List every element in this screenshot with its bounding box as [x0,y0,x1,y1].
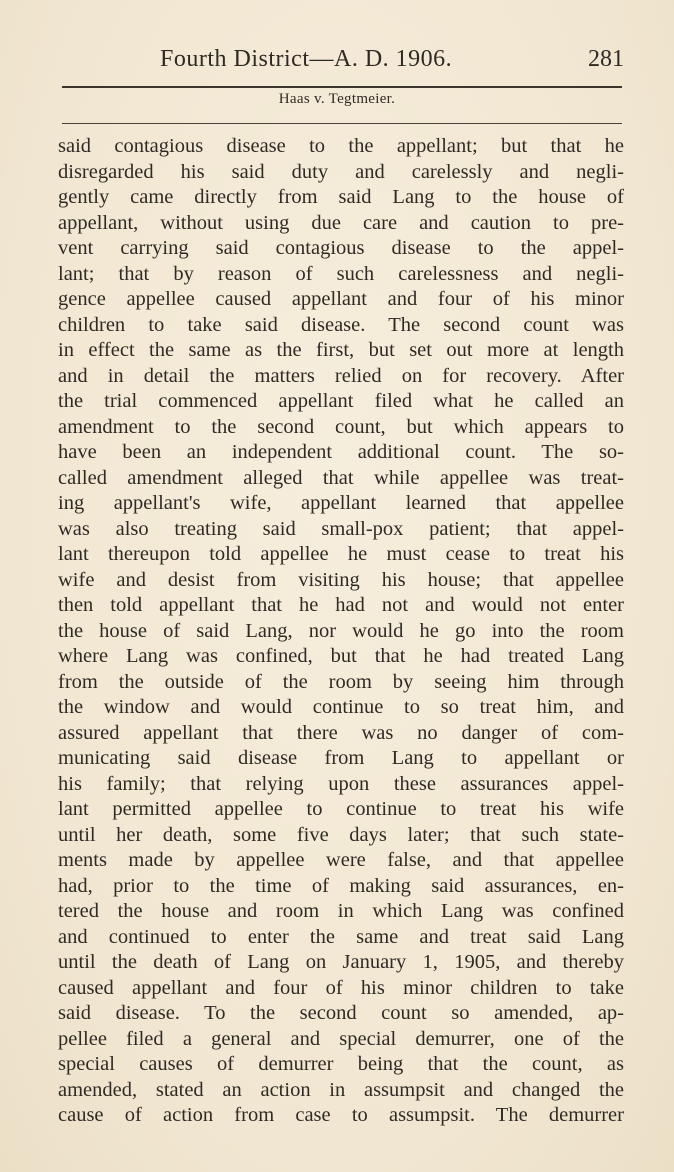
running-title: Fourth District—A. D. 1906. [160,46,453,72]
text-line: said disease. To the second count so amended, ap- [58,1002,624,1024]
text-line: until the death of Lang on January 1, 1905, and thereby [58,951,624,973]
text-line: ments made by appellee were false, and that appellee [58,849,624,871]
text-line: lant permitted appellee to continue to treat his wife [58,798,624,820]
text-line: disregarded his said duty and carelessly and negli- [58,160,624,183]
text-line: in effect the same as the first, but set out more at length [58,339,624,361]
text-line: amended, stated an action in assumpsit and changed the [58,1078,624,1101]
case-name: Haas v. Tegtmeier. [278,91,396,107]
text-line: had, prior to the time of making said assurances, en- [58,874,624,897]
text-line: have been an independent additional count. The so- [58,441,624,463]
text-line: the trial commenced appellant filed what he called an [58,390,624,412]
case-name-rule [62,123,622,124]
text-line: appellant, without using due care and caution to pre- [58,211,624,234]
text-line: lant; that by reason of such carelessness and negli- [58,262,624,285]
text-line: his family; that relying upon these assurances appel- [58,772,624,795]
text-line: municating said disease from Lang to appellant or [58,747,624,769]
text-line: ing appellant's wife, appellant learned that appellee [58,492,624,514]
text-line: where Lang was confined, but that he had treated Lang [58,645,624,667]
text-line: from the outside of the room by seeing him through [58,670,624,693]
text-line: the house of said Lang, nor would he go into the room [58,619,624,642]
text-line: lant thereupon told appellee he must cease to treat his [58,543,624,565]
text-line: children to take said disease. The second count was [58,313,624,336]
text-line: called amendment alleged that while appellee was treat- [58,466,624,489]
text-line: gence appellee caused appellant and four of his minor [58,288,624,310]
text-line: then told appellant that he had not and would not enter [58,594,624,616]
text-line: gently came directly from said Lang to the house of [58,186,624,208]
text-line: cause of action from case to assumpsit. The demurrer [58,1104,624,1126]
header-rule [62,86,622,88]
text-line: pellee filed a general and special demurrer, one of the [58,1027,624,1050]
running-head [60,46,630,78]
text-line: assured appellant that there was no danger of com- [58,721,624,744]
text-line: was also treating said small-pox patient; that appel- [58,517,624,540]
text-line: wife and desist from visiting his house; that appellee [58,568,624,591]
text-line: until her death, some five days later; that such state- [58,823,624,846]
text-line: and continued to enter the same and treat said Lang [58,925,624,948]
text-line: tered the house and room in which Lang was confined [58,900,624,922]
text-line: the window and would continue to so treat him, and [58,696,624,718]
text-line: amendment to the second count, but which appears to [58,415,624,438]
text-line: vent carrying said contagious disease to the appel- [58,237,624,259]
text-line: and in detail the matters relied on for recovery. After [58,364,624,387]
text-line: special causes of demurrer being that the count, as [58,1053,624,1075]
text-line: caused appellant and four of his minor children to take [58,976,624,999]
body-text [58,134,624,1129]
page-number: 281 [588,46,624,72]
text-line: said contagious disease to the appellant; but that he [58,135,624,157]
